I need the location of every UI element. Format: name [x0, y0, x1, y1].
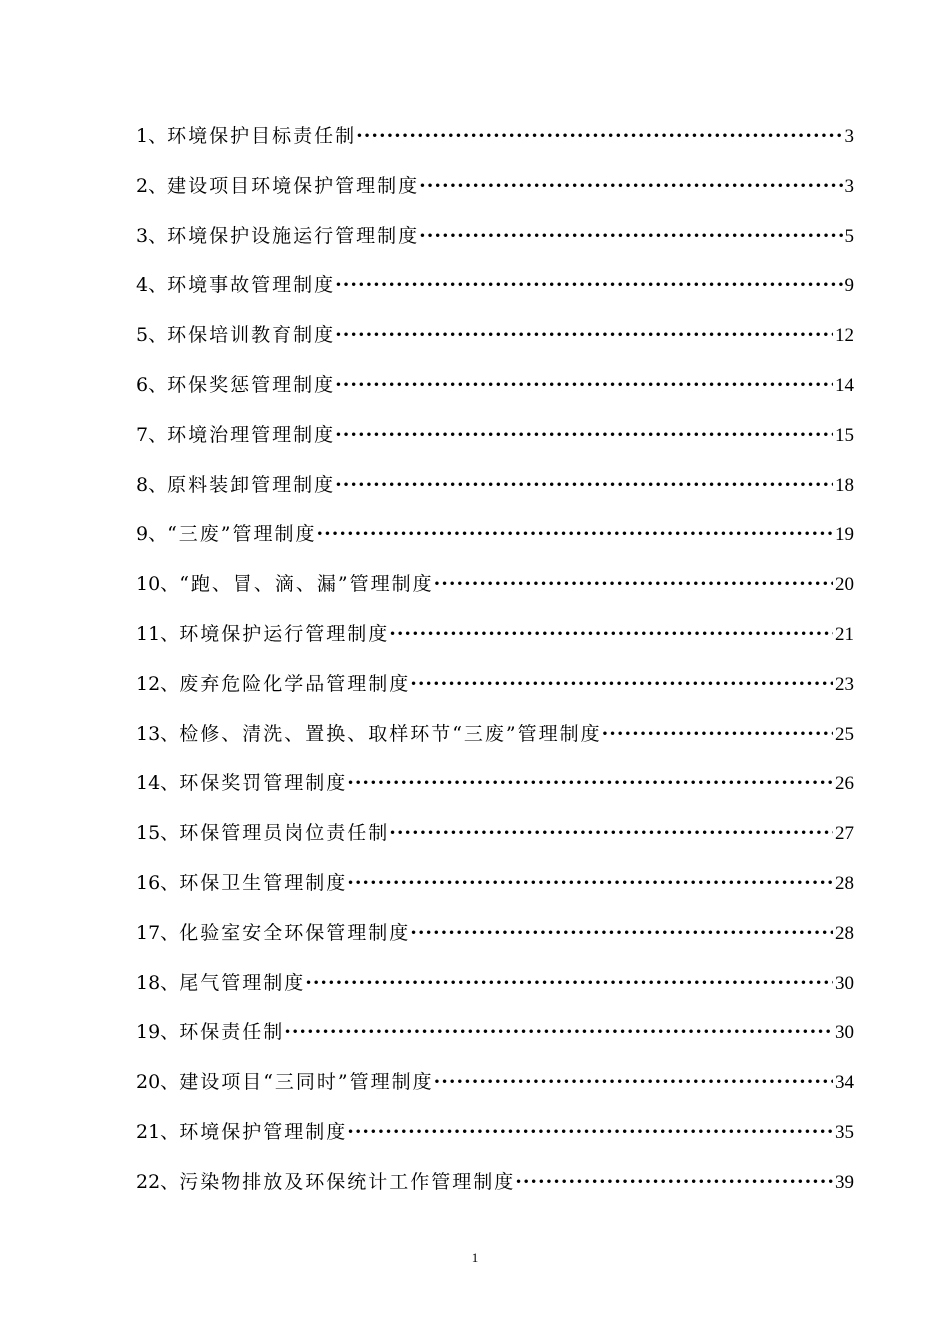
toc-leader-dots [305, 967, 833, 999]
toc-leader-dots [356, 120, 842, 152]
toc-entry[interactable] [136, 419, 854, 469]
toc-entry-number: 17、 [136, 921, 180, 944]
toc-entry-page: 3 [844, 175, 854, 197]
toc-entry[interactable] [136, 269, 854, 319]
toc-entry-page: 15 [835, 424, 854, 446]
toc-entry-title: 环境保护目标责任制 [167, 125, 357, 147]
toc-entry-page: 28 [835, 922, 854, 944]
toc-entry[interactable] [136, 718, 854, 768]
toc-entry-number: 3、 [136, 224, 168, 247]
toc-entry[interactable] [136, 220, 854, 270]
toc-entry-number: 11、 [136, 622, 180, 645]
toc-entry-number: 9、 [136, 523, 168, 546]
toc-entry-number: 14、 [136, 772, 180, 795]
toc-leader-dots [434, 1066, 833, 1098]
toc-entry-title: 原料装卸管理制度 [167, 473, 336, 496]
toc-entry-number: 20、 [136, 1071, 180, 1094]
toc-leader-dots [347, 867, 833, 899]
toc-entry-number: 22、 [136, 1170, 180, 1193]
toc-entry-number: 18、 [136, 971, 180, 994]
toc-entry-page: 19 [835, 524, 854, 546]
toc-entry-number: 5、 [136, 324, 168, 347]
page-number: 1 [471, 1250, 479, 1265]
toc-entry[interactable] [136, 917, 854, 967]
toc-entry-title: 环境事故管理制度 [167, 274, 336, 297]
toc-entry-title: 尾气管理制度 [179, 971, 306, 994]
toc-entry-title: 污染物排放及环保统计工作管理制度 [179, 1170, 516, 1193]
toc-leader-dots [335, 469, 833, 501]
toc-entry-page: 20 [835, 574, 854, 596]
toc-entry-page: 28 [835, 872, 854, 894]
toc-entry-number: 6、 [136, 373, 168, 396]
toc-leader-dots [410, 668, 833, 700]
toc-entry-title: 建设项目环境保护管理制度 [167, 174, 420, 197]
toc-entry-title: 环保责任制 [179, 1021, 285, 1044]
toc-entry[interactable] [136, 120, 854, 170]
toc-entry-number: 10、 [136, 573, 180, 596]
toc-entry[interactable] [136, 469, 854, 519]
toc-entry-number: 12、 [136, 672, 180, 695]
toc-leader-dots [335, 269, 842, 301]
toc-leader-dots [389, 817, 833, 849]
toc-entry[interactable] [136, 170, 854, 220]
toc-entry-number: 15、 [136, 822, 180, 845]
toc-entry-page: 21 [835, 623, 854, 645]
toc-entry-page: 9 [844, 275, 854, 297]
toc-entry-title: 废弃危险化学品管理制度 [179, 672, 411, 695]
toc-entry-title: 检修、清洗、置换、取样环节“三废”管理制度 [179, 722, 602, 745]
toc-leader-dots [347, 1116, 833, 1148]
toc-entry-number: 4、 [136, 274, 168, 297]
toc-leader-dots [335, 419, 833, 451]
toc-entry[interactable] [136, 618, 854, 668]
toc-entry-title: 环境治理管理制度 [167, 423, 336, 446]
toc-entry-title: 环境保护运行管理制度 [179, 622, 390, 645]
toc-leader-dots [335, 319, 833, 351]
toc-entry[interactable] [136, 1016, 854, 1066]
toc-leader-dots [434, 568, 833, 600]
toc-entry[interactable] [136, 568, 854, 618]
toc-entry-title: 环境保护管理制度 [179, 1120, 348, 1143]
toc-entry-page: 3 [844, 126, 854, 147]
toc-leader-dots [335, 369, 833, 401]
toc-entry[interactable] [136, 369, 854, 419]
toc-entry-page: 30 [835, 972, 854, 994]
toc-entry-number: 13、 [136, 722, 180, 745]
toc-leader-dots [419, 220, 842, 252]
toc-entry-title: 环保卫生管理制度 [179, 871, 348, 894]
toc-entry-title: 化验室安全环保管理制度 [179, 921, 411, 944]
toc-entry[interactable] [136, 967, 854, 1017]
toc-entry-number: 16、 [136, 871, 180, 894]
toc-entry-page: 39 [835, 1171, 854, 1193]
toc-entry-page: 12 [835, 325, 854, 347]
toc-entry-page: 30 [835, 1022, 854, 1044]
toc-entry-page: 5 [844, 225, 854, 247]
toc-entry-title: 环境保护设施运行管理制度 [167, 224, 420, 247]
toc-entry-title: “三废”管理制度 [167, 523, 317, 546]
toc-leader-dots [347, 767, 833, 799]
toc-entry[interactable] [136, 1066, 854, 1116]
toc-entry-title: 环保培训教育制度 [167, 324, 336, 347]
toc-entry[interactable] [136, 1166, 854, 1216]
table-of-contents [136, 120, 854, 1216]
toc-entry-title: “跑、冒、滴、漏”管理制度 [179, 573, 434, 596]
toc-entry[interactable] [136, 817, 854, 867]
toc-entry-page: 25 [835, 723, 854, 745]
toc-entry-page: 18 [835, 474, 854, 496]
toc-entry-number: 21、 [136, 1120, 180, 1143]
toc-leader-dots [602, 718, 833, 750]
toc-entry[interactable] [136, 668, 854, 718]
toc-entry-number: 2、 [136, 174, 168, 197]
toc-entry-page: 35 [835, 1121, 854, 1143]
toc-entry-page: 27 [835, 823, 854, 845]
toc-entry-title: 环保奖惩管理制度 [167, 373, 336, 396]
toc-entry-page: 26 [835, 773, 854, 795]
toc-entry-page: 14 [835, 374, 854, 396]
toc-leader-dots [419, 170, 842, 202]
toc-entry-number: 19、 [136, 1021, 180, 1044]
toc-entry[interactable] [136, 867, 854, 917]
toc-entry-page: 23 [835, 673, 854, 695]
toc-leader-dots [515, 1166, 833, 1198]
toc-leader-dots [284, 1016, 833, 1048]
toc-entry-title: 环保奖罚管理制度 [179, 772, 348, 795]
toc-entry-title: 建设项目“三同时”管理制度 [179, 1071, 434, 1094]
toc-leader-dots [389, 618, 833, 650]
toc-entry[interactable] [136, 767, 854, 817]
toc-entry-page: 34 [835, 1072, 854, 1094]
toc-leader-dots [410, 917, 833, 949]
toc-entry-number: 7、 [136, 423, 168, 446]
toc-entry-number: 8、 [136, 473, 168, 496]
toc-entry[interactable] [136, 319, 854, 369]
toc-entry[interactable] [136, 518, 854, 568]
toc-leader-dots [317, 518, 833, 550]
toc-entry-title: 环保管理员岗位责任制 [179, 822, 390, 845]
toc-entry-number: 1、 [136, 125, 168, 147]
toc-entry[interactable] [136, 1116, 854, 1166]
